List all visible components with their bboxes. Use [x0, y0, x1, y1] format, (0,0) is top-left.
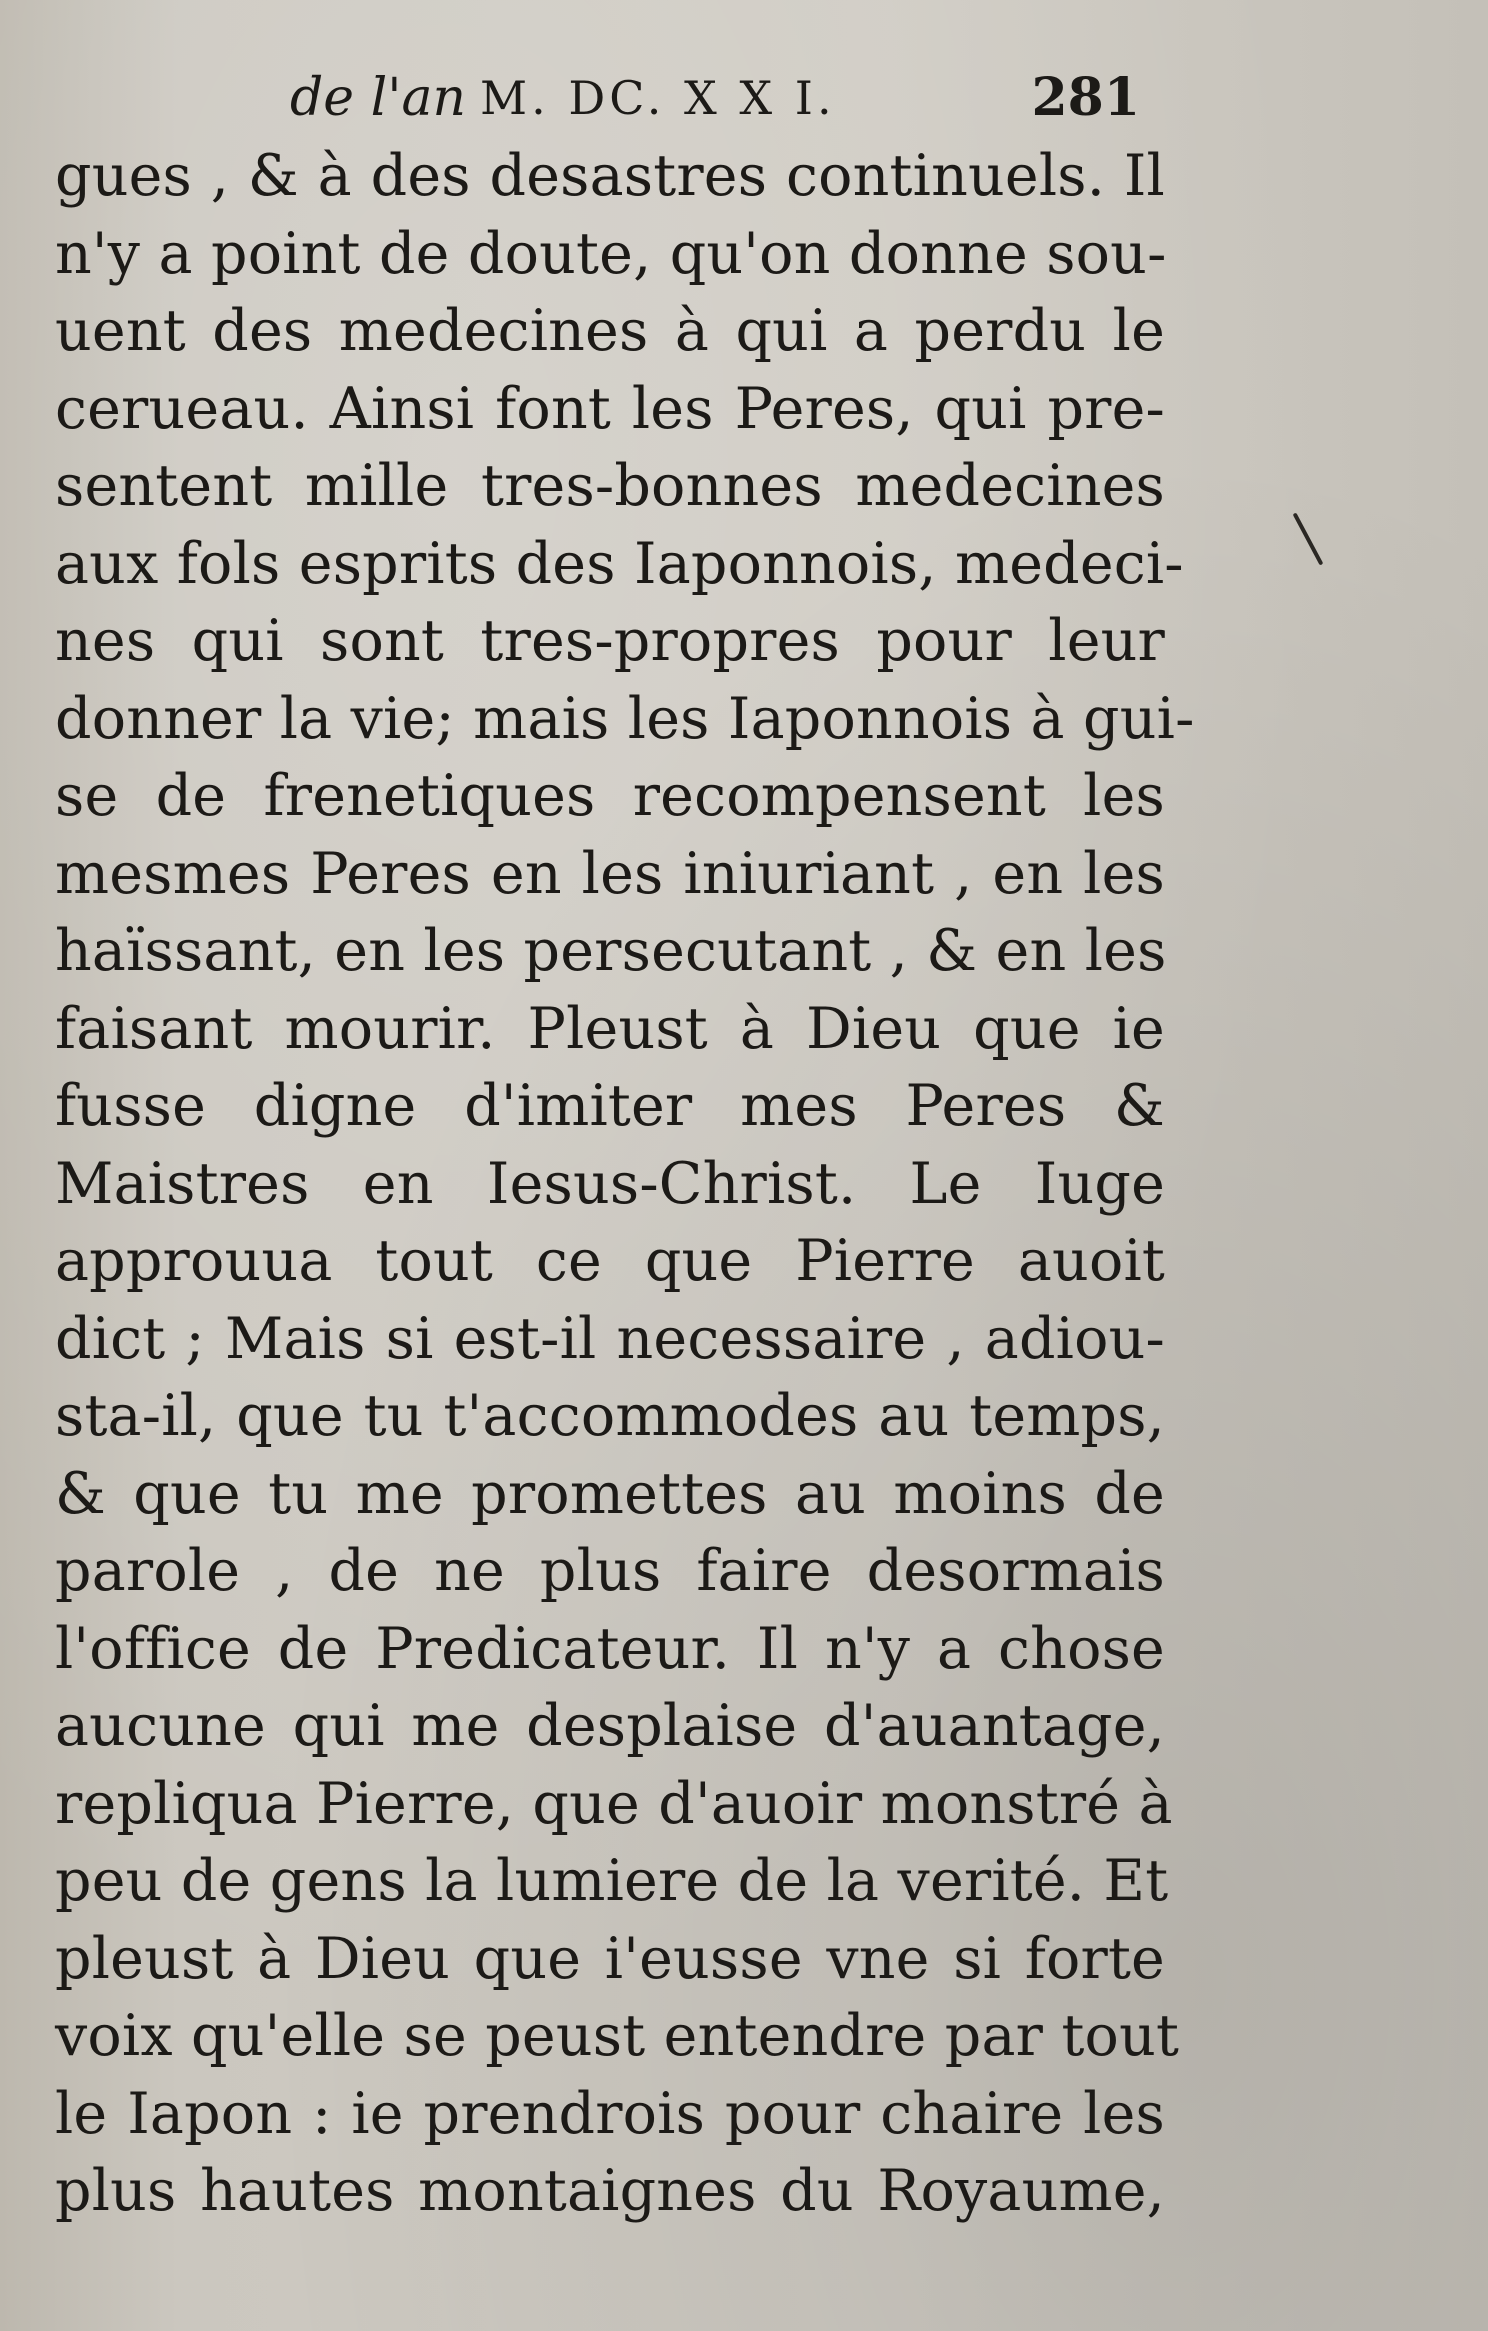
text-line: peu de gens la lumiere de la verité. Et [55, 1848, 1169, 1914]
text-line: aucune qui me desplaise d'auantage, [55, 1693, 1165, 1759]
text-line: plus hautes montaignes du Royaume, [55, 2158, 1165, 2224]
text-line: donner la vie; mais les Iaponnois à gui- [55, 685, 1195, 752]
text-line: aux fols esprits des Iaponnois, medeci- [55, 530, 1184, 597]
text-line: uent des medecines à qui a perdu le [55, 298, 1165, 364]
text-line: gues , & à des desastres continuels. Il [55, 143, 1165, 209]
text-line: fusse digne d'imiter mes Peres & [55, 1073, 1165, 1139]
header-year: M. DC. X X I. [480, 71, 836, 125]
text-line: sta-il, que tu t'accommodes au temps, [55, 1383, 1165, 1449]
text-line: se de frenetiques recompensent les [55, 763, 1165, 829]
text-line: approuua tout ce que Pierre auoit [55, 1228, 1165, 1294]
text-line: Maistres en Iesus-Christ. Le Iuge [55, 1150, 1165, 1217]
ink-mark [1293, 512, 1324, 565]
text-line: nes qui sont tres-propres pour leur [55, 608, 1165, 674]
text-line: le Iapon : ie prendrois pour chaire les [55, 2080, 1165, 2147]
page-number: 281 [1031, 67, 1140, 128]
page-header [290, 66, 1170, 130]
text-line: pleust à Dieu que i'eusse vne si forte [55, 1925, 1165, 1992]
body-text [55, 138, 1195, 2231]
text-line: haïssant, en les persecutant , & en les [55, 918, 1167, 984]
text-line: cerueau. Ainsi font les Peres, qui pre- [55, 375, 1165, 442]
text-line: & que tu me promettes au moins de [55, 1460, 1165, 1527]
text-line: voix qu'elle se peust entendre par tout [55, 2003, 1180, 2069]
text-line: sentent mille tres-bonnes medecines [55, 453, 1165, 519]
running-title: de l'an [290, 68, 467, 128]
text-line: repliqua Pierre, que d'auoir monstré à [55, 1770, 1173, 1837]
text-line: l'office de Predicateur. Il n'y a chose [55, 1615, 1165, 1682]
text-line: parole , de ne plus faire desormais [55, 1538, 1165, 1604]
text-line: dict ; Mais si est-il necessaire , adiou- [55, 1305, 1165, 1372]
text-line: faisant mourir. Pleust à Dieu que ie [55, 995, 1165, 1062]
text-line: n'y a point de doute, qu'on donne sou- [55, 220, 1167, 287]
text-line: mesmes Peres en les iniuriant , en les [55, 840, 1165, 907]
